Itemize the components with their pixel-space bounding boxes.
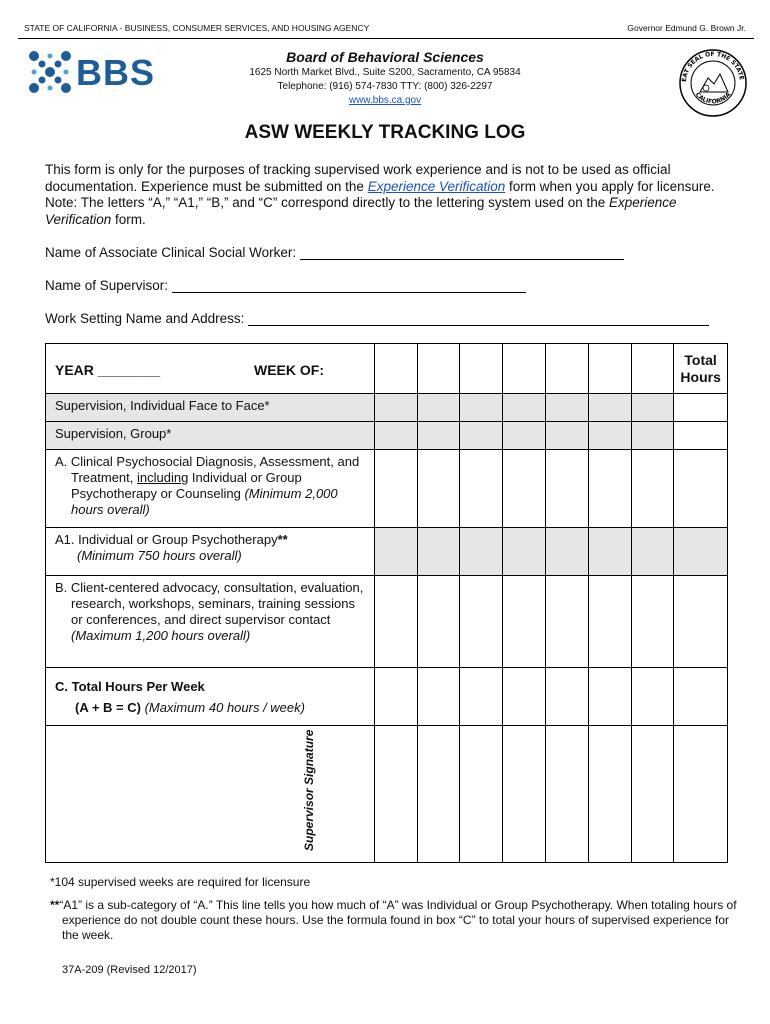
category-a1-label	[46, 528, 375, 576]
hours-cell[interactable]	[588, 394, 631, 422]
hours-cell[interactable]	[417, 668, 460, 726]
hours-cell[interactable]	[460, 668, 503, 726]
week-date-cell[interactable]	[460, 344, 503, 394]
hours-cell[interactable]	[417, 576, 460, 668]
hours-cell[interactable]	[588, 576, 631, 668]
hours-cell[interactable]	[503, 576, 546, 668]
category-a-underline: including	[136, 470, 189, 485]
total-hours-cell[interactable]	[674, 668, 728, 726]
category-a-rest: Individual or Group Psychotherapy or Counseling	[71, 470, 302, 501]
hours-cell[interactable]	[503, 528, 546, 576]
year-week-header	[46, 344, 375, 394]
hours-cell[interactable]	[503, 450, 546, 528]
hours-cell[interactable]	[417, 450, 460, 528]
hours-cell[interactable]	[545, 576, 588, 668]
board-website-link[interactable]: www.bbs.ca.gov	[348, 95, 422, 106]
category-a1-text: A1. Individual or Group Psychotherapy	[55, 532, 278, 547]
board-name: Board of Behavioral Sciences	[286, 49, 484, 65]
category-b-maximum: (Maximum 1,200 hours overall)	[71, 628, 251, 643]
week-date-cell[interactable]	[374, 344, 417, 394]
footnote-2-stars: **	[50, 898, 60, 912]
table-row	[46, 576, 728, 668]
signature-total-cell[interactable]	[674, 726, 728, 863]
seal-bottom-text: CALIFORNIA	[693, 91, 733, 106]
signature-cell[interactable]	[503, 726, 546, 863]
supervision-group-label: Supervision, Group*	[46, 422, 375, 450]
signature-row	[46, 726, 728, 863]
hours-cell[interactable]	[545, 668, 588, 726]
table-row	[46, 450, 728, 528]
hours-cell[interactable]	[545, 450, 588, 528]
hours-cell[interactable]	[417, 422, 460, 450]
agency-name: STATE OF CALIFORNIA - BUSINESS, CONSUMER SERVICES, AND HOUSING AGENCY	[24, 23, 370, 33]
hours-cell[interactable]	[588, 528, 631, 576]
bbs-logo	[28, 50, 178, 94]
hours-cell[interactable]	[503, 668, 546, 726]
footnote-2	[50, 898, 742, 943]
signature-cell[interactable]	[545, 726, 588, 863]
seal-top-text: EAT SEAL OF THE STATE	[680, 50, 745, 83]
year-label: YEAR ________	[55, 362, 161, 378]
hours-cell[interactable]	[588, 450, 631, 528]
table-row	[46, 422, 728, 450]
category-a-minimum: (Minimum 2,000 hours overall)	[71, 486, 338, 517]
category-a-label	[46, 450, 375, 528]
total-hours-cell[interactable]	[674, 394, 728, 422]
hours-label: Hours	[680, 369, 721, 385]
associate-name-input[interactable]	[300, 245, 624, 260]
category-a1-stars: **	[277, 532, 288, 547]
signature-cell[interactable]	[588, 726, 631, 863]
supervisor-name-field	[45, 278, 526, 293]
signature-cell[interactable]	[631, 726, 674, 863]
work-setting-input[interactable]	[248, 311, 709, 326]
hours-cell[interactable]	[374, 576, 417, 668]
hours-cell[interactable]	[631, 422, 674, 450]
hours-cell[interactable]	[374, 450, 417, 528]
signature-cell[interactable]	[460, 726, 503, 863]
week-date-cell[interactable]	[417, 344, 460, 394]
category-b-label	[46, 576, 375, 668]
board-address: 1625 North Market Blvd., Suite S200, Sacramento, CA 95834	[249, 67, 521, 78]
hours-cell[interactable]	[460, 576, 503, 668]
total-label: Total	[684, 352, 717, 368]
week-of-label: WEEK OF:	[254, 362, 324, 378]
hours-cell[interactable]	[545, 394, 588, 422]
hours-cell[interactable]	[374, 422, 417, 450]
intro-paragraph	[45, 162, 735, 228]
footnote-2-text: “A1” is a sub-category of “A.” This line tells you how much of “A” was Individual or Group Psychotherapy. When totaling hours of experience do not double count these hours. Use the formula found in box “C” to total your hours of supervised experience for the week.	[59, 898, 737, 942]
category-b-text: B. Client-centered advocacy, consultation, evaluation, research, workshops, seminars, training sessions or conferences, and direct supervisor contact	[55, 580, 364, 627]
bbs-logo-icon	[28, 50, 72, 94]
state-seal	[678, 48, 748, 118]
hours-cell[interactable]	[631, 450, 674, 528]
board-phone: Telephone: (916) 574-7830 TTY: (800) 326-2297	[277, 81, 493, 92]
associate-name-label: Name of Associate Clinical Social Worker:	[45, 245, 297, 260]
table-row	[46, 668, 728, 726]
state-seal-icon	[678, 48, 748, 118]
hours-cell[interactable]	[631, 668, 674, 726]
category-a-text: A. Clinical Psychosocial Diagnosis, Assessment, and Treatment,	[55, 454, 360, 485]
hours-cell[interactable]	[631, 528, 674, 576]
experience-verification-link[interactable]: Experience Verification	[367, 178, 506, 194]
associate-name-field	[45, 245, 624, 260]
tracking-log-table	[45, 343, 728, 863]
hours-cell[interactable]	[460, 422, 503, 450]
intro-text-2: form when you apply for licensure. Note: The letters “A,” “A1,” “B,” and “C” correspond directly to the lettering system used on the	[45, 178, 715, 210]
table-row	[46, 528, 728, 576]
intro-emphasis: Experience Verification	[45, 195, 677, 227]
week-date-cell[interactable]	[545, 344, 588, 394]
svg-text:CALIFORNIA	[694, 91, 733, 106]
total-hours-header	[674, 344, 728, 394]
work-setting-field	[45, 311, 709, 326]
governor-name: Governor Edmund G. Brown Jr.	[627, 23, 746, 33]
footnote-1: *104 supervised weeks are required for licensure	[50, 875, 311, 889]
hours-cell[interactable]	[374, 394, 417, 422]
week-date-cell[interactable]	[588, 344, 631, 394]
hours-cell[interactable]	[374, 528, 417, 576]
supervision-individual-label: Supervision, Individual Face to Face*	[46, 394, 375, 422]
hours-cell[interactable]	[460, 450, 503, 528]
hours-cell[interactable]	[417, 528, 460, 576]
work-setting-label: Work Setting Name and Address:	[45, 311, 245, 326]
total-hours-cell[interactable]	[674, 528, 728, 576]
hours-cell[interactable]	[631, 576, 674, 668]
hours-cell[interactable]	[588, 668, 631, 726]
hours-cell[interactable]	[631, 394, 674, 422]
supervisor-signature-label-cell	[46, 726, 375, 863]
hours-cell[interactable]	[374, 668, 417, 726]
hours-cell[interactable]	[503, 394, 546, 422]
hours-cell[interactable]	[588, 422, 631, 450]
table-row	[46, 394, 728, 422]
table-header-row	[46, 344, 728, 394]
category-a1-minimum: (Minimum 750 hours overall)	[77, 548, 242, 563]
hours-cell[interactable]	[417, 394, 460, 422]
category-c-title: C. Total Hours Per Week	[55, 679, 205, 694]
intro-text-1: This form is only for the purposes of tracking supervised work experience and is not to be used as official documentation. Experience must be submitted on the	[45, 162, 671, 194]
supervisor-name-label: Name of Supervisor:	[45, 278, 169, 293]
hours-cell[interactable]	[545, 422, 588, 450]
category-c-maximum: (Maximum 40 hours / week)	[140, 700, 305, 715]
svg-text:GREAT SEAL OF THE STATE OF	[678, 48, 745, 82]
total-hours-cell[interactable]	[674, 576, 728, 668]
week-date-cell[interactable]	[503, 344, 546, 394]
category-c-label	[46, 668, 375, 726]
signature-cell[interactable]	[417, 726, 460, 863]
logo-text: BBS	[76, 52, 156, 93]
supervisor-signature-label: Supervisor Signature	[302, 729, 316, 851]
page-title: ASW WEEKLY TRACKING LOG	[244, 122, 526, 143]
supervisor-name-input[interactable]	[172, 278, 526, 293]
agency-header-bar	[18, 18, 754, 39]
total-hours-cell[interactable]	[674, 450, 728, 528]
total-hours-cell[interactable]	[674, 422, 728, 450]
board-header	[200, 50, 570, 108]
hours-cell[interactable]	[503, 422, 546, 450]
signature-cell[interactable]	[374, 726, 417, 863]
form-id: 37A-209 (Revised 12/2017)	[62, 964, 197, 976]
hours-cell[interactable]	[460, 394, 503, 422]
hours-cell[interactable]	[460, 528, 503, 576]
intro-text-3: form.	[111, 211, 146, 227]
week-date-cell[interactable]	[631, 344, 674, 394]
hours-cell[interactable]	[545, 528, 588, 576]
category-c-formula: (A + B = C)	[75, 700, 141, 715]
